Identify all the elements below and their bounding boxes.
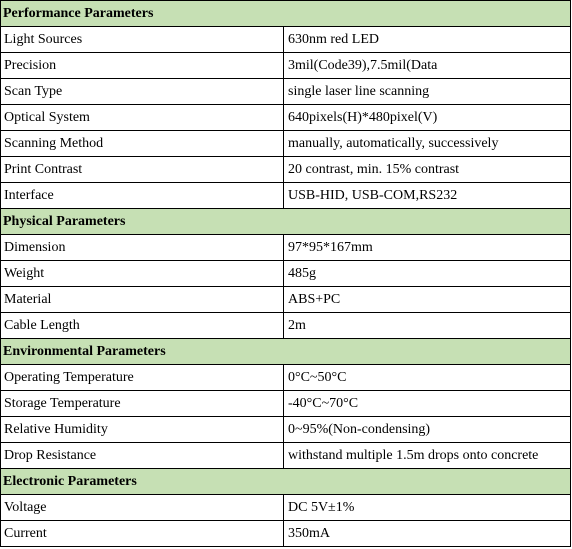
spec-row	[1, 365, 571, 391]
spec-value: 640pixels(H)*480pixel(V)	[284, 105, 571, 131]
section-header-row	[1, 339, 571, 365]
section-header-row	[1, 209, 571, 235]
spec-value: ABS+PC	[284, 287, 571, 313]
spec-row	[1, 391, 571, 417]
spec-value: 485g	[284, 261, 571, 287]
section-title: Environmental Parameters	[1, 339, 571, 365]
spec-label: Cable Length	[1, 313, 284, 339]
spec-label: Relative Humidity	[1, 417, 284, 443]
spec-row	[1, 105, 571, 131]
spec-value: 630nm red LED	[284, 27, 571, 53]
spec-label: Print Contrast	[1, 157, 284, 183]
section-title: Physical Parameters	[1, 209, 571, 235]
spec-row	[1, 495, 571, 521]
spec-row	[1, 53, 571, 79]
spec-row	[1, 79, 571, 105]
spec-value: single laser line scanning	[284, 79, 571, 105]
spec-value: USB-HID, USB-COM,RS232	[284, 183, 571, 209]
spec-label: Storage Temperature	[1, 391, 284, 417]
spec-label: Weight	[1, 261, 284, 287]
spec-row	[1, 417, 571, 443]
spec-table-body	[1, 1, 571, 547]
spec-label: Scan Type	[1, 79, 284, 105]
spec-row	[1, 287, 571, 313]
spec-label: Voltage	[1, 495, 284, 521]
spec-value: 3mil(Code39),7.5mil(Data	[284, 53, 571, 79]
section-title: Electronic Parameters	[1, 469, 571, 495]
spec-row	[1, 521, 571, 547]
spec-value: 350mA	[284, 521, 571, 547]
spec-label: Scanning Method	[1, 131, 284, 157]
spec-label: Interface	[1, 183, 284, 209]
spec-label: Dimension	[1, 235, 284, 261]
spec-row	[1, 131, 571, 157]
spec-value: DC 5V±1%	[284, 495, 571, 521]
spec-row	[1, 157, 571, 183]
spec-row	[1, 443, 571, 469]
spec-row	[1, 261, 571, 287]
spec-label: Operating Temperature	[1, 365, 284, 391]
spec-label: Material	[1, 287, 284, 313]
spec-value: 20 contrast, min. 15% contrast	[284, 157, 571, 183]
spec-value: 0~95%(Non-condensing)	[284, 417, 571, 443]
spec-value: 0°C~50°C	[284, 365, 571, 391]
spec-label: Optical System	[1, 105, 284, 131]
spec-row	[1, 313, 571, 339]
spec-value: manually, automatically, successively	[284, 131, 571, 157]
spec-value: 97*95*167mm	[284, 235, 571, 261]
spec-label: Drop Resistance	[1, 443, 284, 469]
spec-label: Light Sources	[1, 27, 284, 53]
spec-row	[1, 27, 571, 53]
section-header-row	[1, 1, 571, 27]
spec-label: Current	[1, 521, 284, 547]
spec-value: 2m	[284, 313, 571, 339]
section-header-row	[1, 469, 571, 495]
spec-row	[1, 235, 571, 261]
spec-value: withstand multiple 1.5m drops onto concrete	[284, 443, 571, 469]
spec-row	[1, 183, 571, 209]
section-title: Performance Parameters	[1, 1, 571, 27]
spec-value: -40°C~70°C	[284, 391, 571, 417]
spec-label: Precision	[1, 53, 284, 79]
